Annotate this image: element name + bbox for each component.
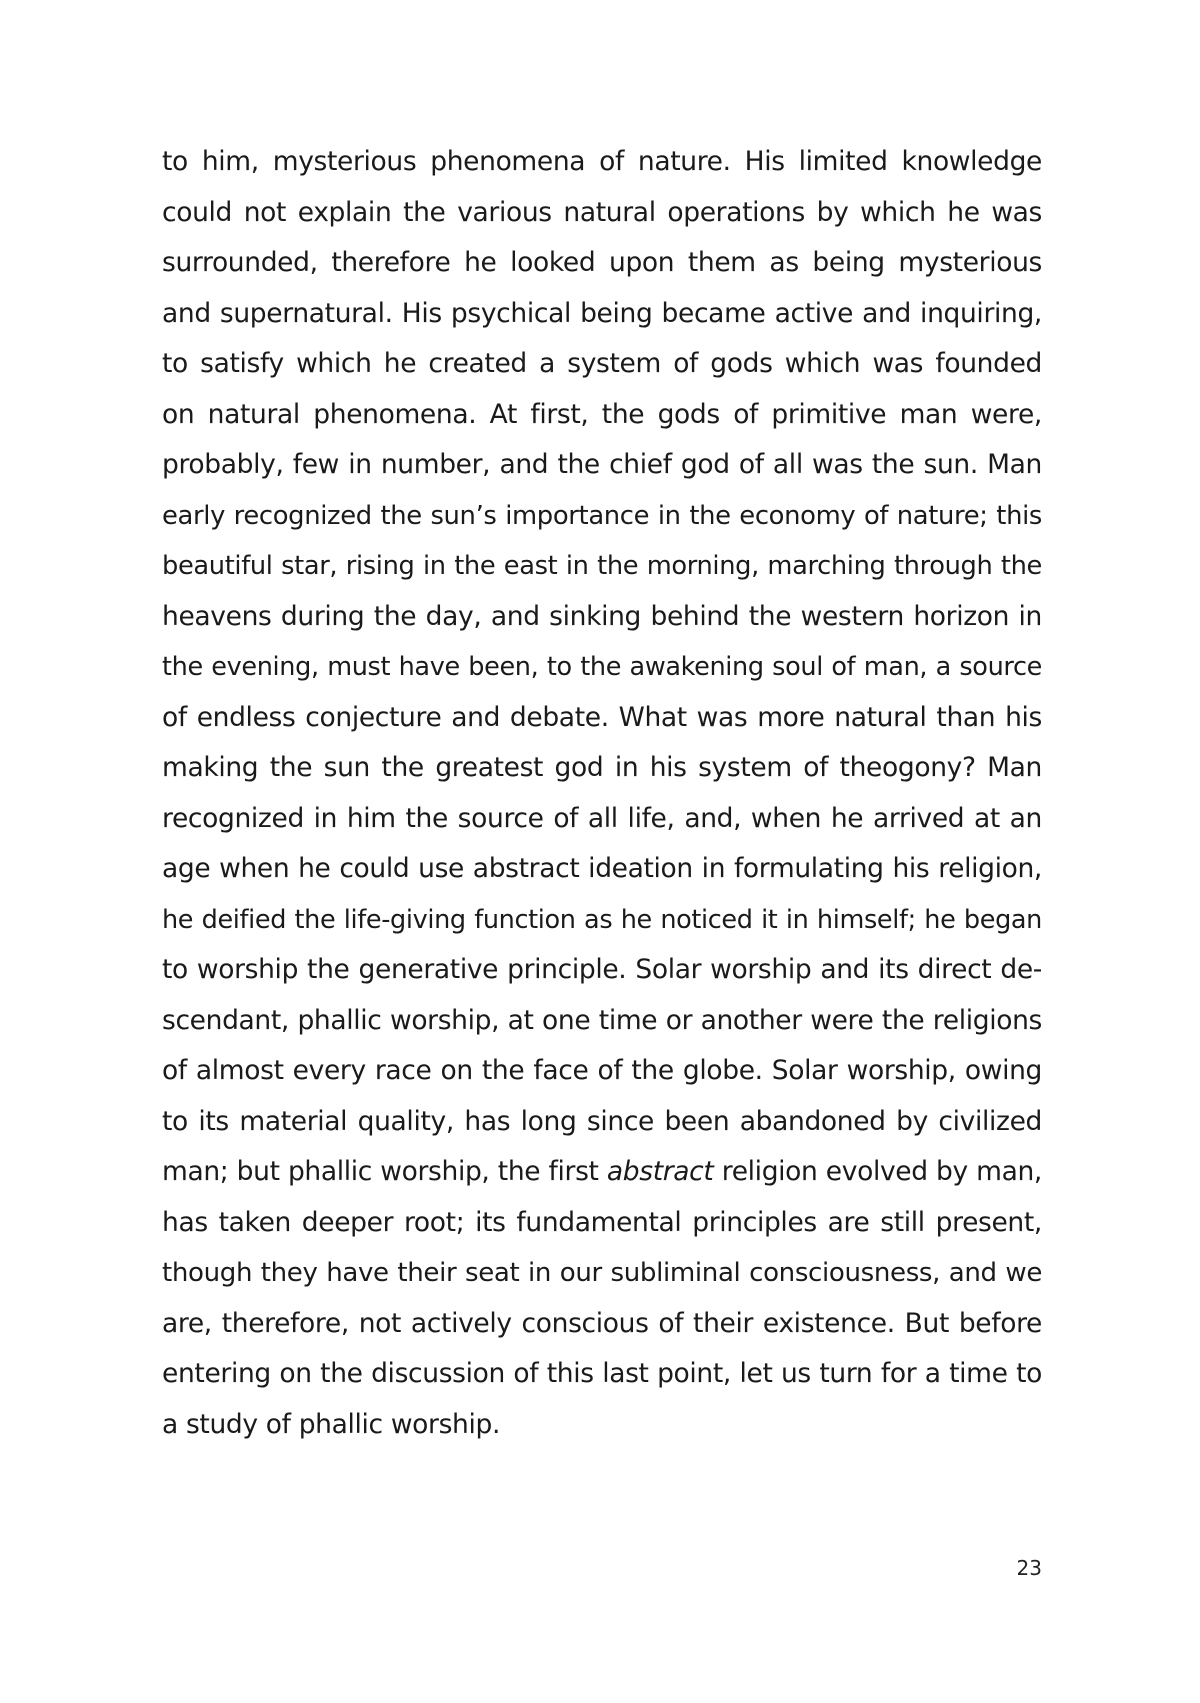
text-line: surrounded, therefore he looked upon them as being mysterious [162, 247, 1042, 278]
text-segment: religion evolved by man, [713, 1156, 1042, 1187]
text-line: age when he could use abstract ideation in formulating his religion, [162, 853, 1042, 884]
text-line: to its material quality, has long since been abandoned by civilized [162, 1105, 1042, 1137]
text-line: to worship the generative principle. Solar worship and its direct de- [162, 954, 1042, 985]
paragraph-last-line: a study of phallic worship. [162, 1408, 501, 1440]
text-line: though they have their seat in our subliminal consciousness, and we [162, 1258, 1042, 1288]
text-line: on natural phenomena. At first, the gods of primitive man were, [162, 398, 1042, 430]
text-line: has taken deeper root; its fundamental principles are still present, [162, 1206, 1042, 1238]
emphasized-word: abstract [606, 1156, 714, 1187]
text-line: could not explain the various natural operations by which he was [162, 196, 1042, 228]
text-line-with-emphasis [162, 1147, 1042, 1198]
text-line: scendant, phallic worship, at one time or another were the religions [162, 1004, 1042, 1036]
text-line: of endless conjecture and debate. What was more natural than his [162, 701, 1042, 733]
text-line: to him, mysterious phenomena of nature. His limited knowledge [162, 146, 1042, 177]
page-number: 23 [1016, 1556, 1042, 1580]
text-line: of almost every race on the face of the globe. Solar worship, owing [162, 1055, 1042, 1086]
text-segment: man; but phallic worship, the first [162, 1156, 607, 1187]
body-text [162, 137, 1042, 1450]
text-line: making the sun the greatest god in his system of theogony? Man [162, 752, 1042, 783]
text-line: heavens during the day, and sinking behind the western horizon in [162, 600, 1042, 632]
text-line: early recognized the sun’s importance in the economy of nature; this [162, 500, 1042, 531]
text-line: to satisfy which he created a system of gods which was founded [162, 348, 1042, 379]
text-line: the evening, must have been, to the awakening soul of man, a source [162, 652, 1042, 682]
text-line: entering on the discussion of this last point, let us turn for a time to [162, 1358, 1042, 1389]
text-line: are, therefore, not actively conscious of their existence. But before [162, 1307, 1042, 1339]
text-line: and supernatural. His psychical being became active and inquiring, [162, 297, 1042, 329]
text-line: he deified the life-giving function as he noticed it in himself; he began [162, 904, 1042, 935]
text-line: probably, few in number, and the chief god of all was the sun. Man [162, 449, 1042, 480]
text-line: beautiful star, rising in the east in the morning, marching through the [162, 551, 1042, 581]
text-line: recognized in him the source of all life, and, when he arrived at an [162, 802, 1042, 834]
